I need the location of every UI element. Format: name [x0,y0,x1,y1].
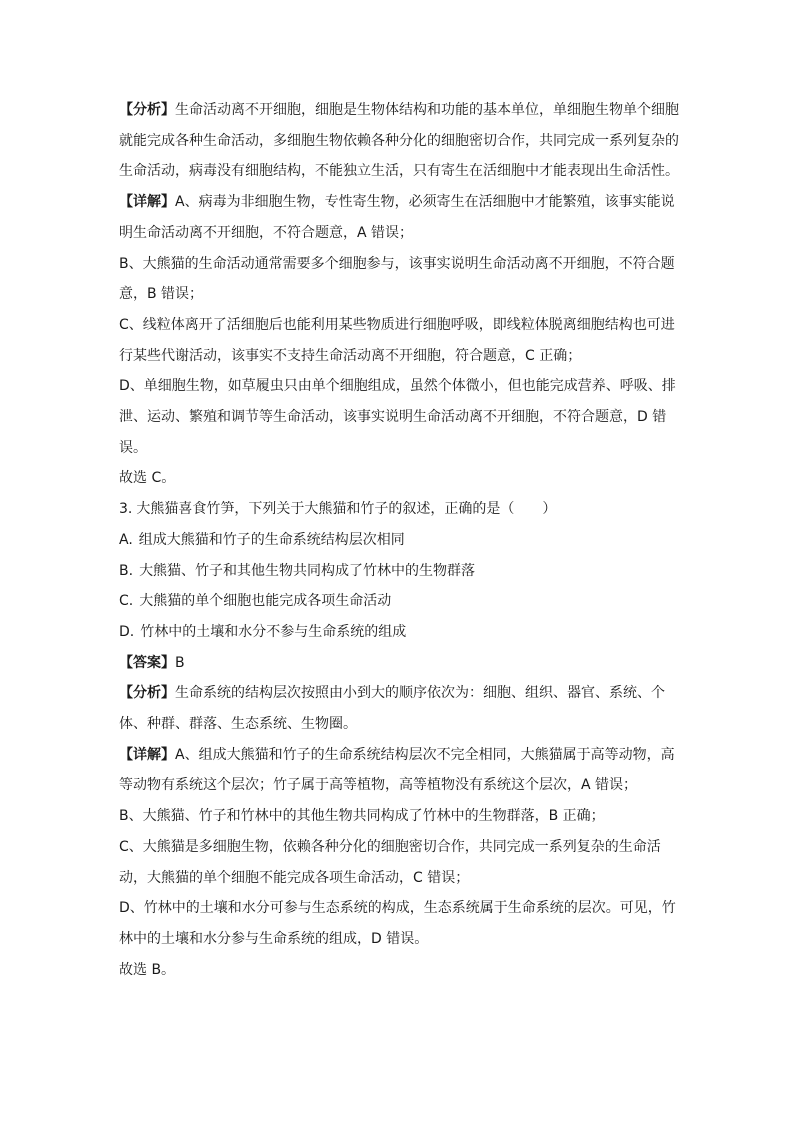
question-number: 3. [119,501,133,518]
option-letter: A. [119,531,133,548]
analysis-tag: 【分析】 [119,102,175,118]
answer-line [119,648,679,679]
option-d [119,617,679,648]
option-c [119,586,679,617]
option-text: 组成大熊猫和竹子的生命系统结构层次相同 [138,531,405,548]
q3-detail-paragraph-d: D、竹林中的土壤和水分可参与生态系统的构成，生态系统属于生命系统的层次。可见，竹林中的土壤和水分参与生命系统的组成，D 错误。 [119,900,676,947]
detail-text-a: A、病毒为非细胞生物，专性寄生物，必须寄生在活细胞中才能繁殖，该事实能说明生命活动离不开细胞，不符合题意，A 错误； [119,194,675,241]
detail-paragraph-a [119,187,679,248]
document-page [119,95,679,985]
q3-detail-paragraph-c: C、大熊猫是多细胞生物，依赖各种分化的细胞密切合作，共同完成一系列复杂的生命活动，大熊猫的单个细胞不能完成各项生命活动，C 错误； [119,838,661,886]
question-stem [119,494,679,525]
option-letter: C. [119,593,134,610]
analysis-text: 生命活动离不开细胞，细胞是生物体结构和功能的基本单位，单细胞生物单个细胞就能完成各种生命活动，多细胞生物依赖各种分化的细胞密切合作，共同完成一系列复杂的生命活动，病毒没有细胞结构，不能独立生活，只有寄生在活细胞中才能表现出生命活性。 [119,102,679,180]
q3-conclusion: 故选 B。 [119,961,176,978]
detail-paragraph-c: C、线粒体离开了活细胞后也能利用某些物质进行细胞呼吸，即线粒体脱离细胞结构也可进行某些代谢活动，该事实不支持生命活动离不开细胞，符合题意，C 正确； [119,316,675,364]
option-b [119,556,679,587]
detail-tag: 【详解】 [119,194,175,211]
analysis-paragraph [119,95,679,187]
q3-detail-paragraph-b: B、大熊猫、竹子和竹林中的其他生物共同构成了竹林中的生物群落，B 正确； [119,808,605,825]
q3-analysis-paragraph [119,678,679,739]
option-a [119,525,679,556]
question-text: 大熊猫喜食竹笋，下列关于大熊猫和竹子的叙述，正确的是（ ） [136,501,557,518]
analysis-tag: 【分析】 [119,685,175,702]
analysis-text: 生命系统的结构层次按照由小到大的顺序依次为：细胞、组织、器官、系统、个体、种群、群落、生态系统、生物圈。 [119,685,665,733]
detail-tag: 【详解】 [119,746,175,763]
answer-tag: 【答案】 [119,654,175,671]
detail-paragraph-d: D、单细胞生物，如草履虫只由单个细胞组成，虽然个体微小，但也能完成营养、呼吸、排泄、运动、繁殖和调节等生命活动，该事实说明生命活动离不开细胞，不符合题意，D 错误。 [119,378,676,456]
detail-paragraph-b: B、大熊猫的生命活动通常需要多个细胞参与，该事实说明生命活动离不开细胞，不符合题意，B 错误； [119,255,675,303]
option-text: 大熊猫、竹子和其他生物共同构成了竹林中的生物群落 [139,562,476,579]
option-text: 大熊猫的单个细胞也能完成各项生命活动 [139,593,392,610]
option-letter: D. [119,623,135,640]
q3-detail-paragraph-a [119,740,679,801]
detail-text-a: A、组成大熊猫和竹子的生命系统结构层次不完全相同，大熊猫属于高等动物，高等动物有系统这个层次；竹子属于高等植物，高等植物没有系统这个层次，A 错误； [119,746,675,794]
option-letter: B. [119,562,134,579]
option-text: 竹林中的土壤和水分不参与生命系统的组成 [140,623,407,640]
answer-value: B [175,654,185,671]
conclusion: 故选 C。 [119,470,176,487]
